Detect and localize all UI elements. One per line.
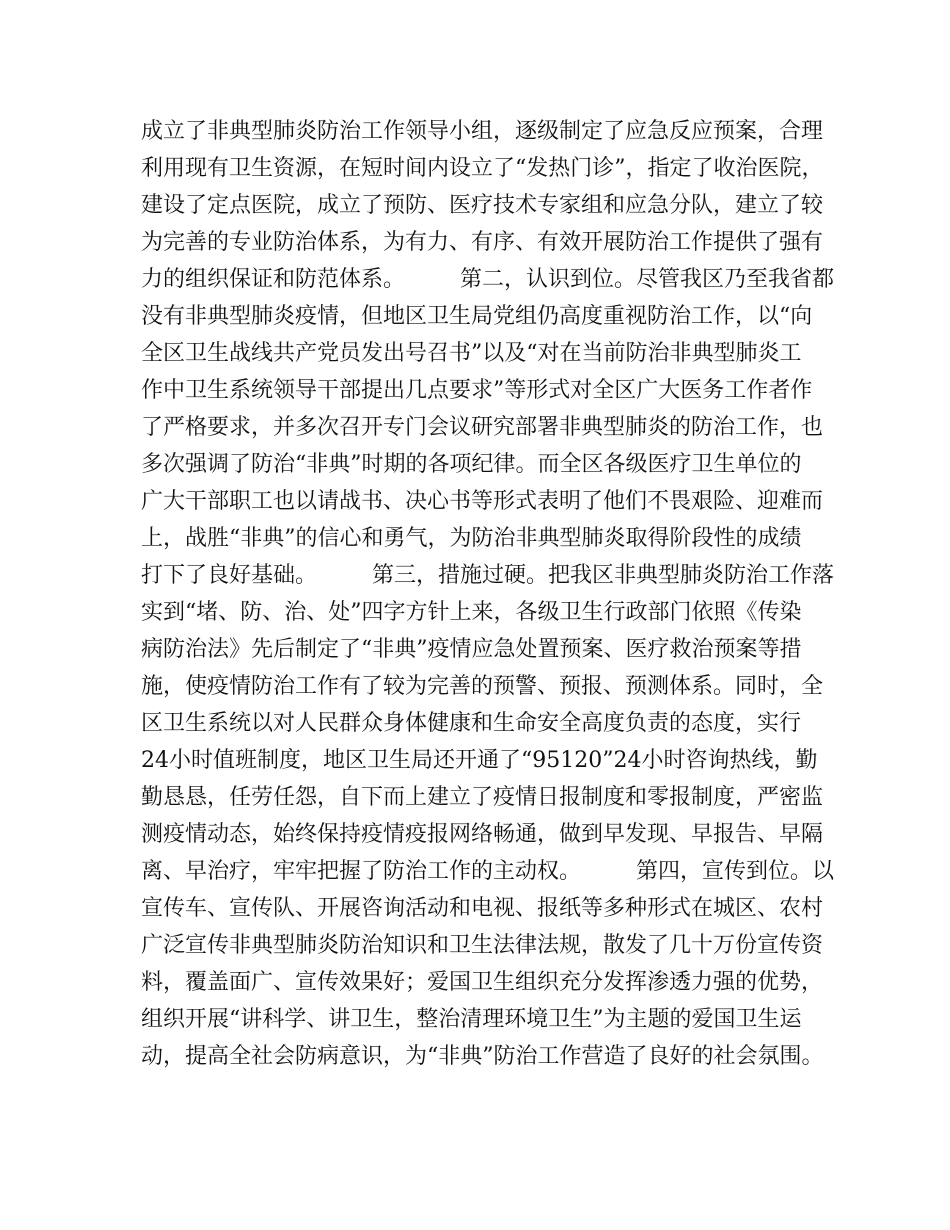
- text-line: 广大干部职工也以请战书、决心书等形式表明了他们不畏艰险、迎难而: [141, 489, 824, 514]
- text-line: 广泛宣传非典型肺炎防治知识和卫生法律法规，散发了几十万份宣传资: [141, 933, 824, 958]
- text-line: 利用现有卫生资源，在短时间内设立了“发热门诊”，指定了收治医院，: [141, 156, 824, 181]
- text-line: 施，使疫情防治工作有了较为完善的预警、预报、预测体系。同时，全: [141, 674, 824, 699]
- text-line: 了严格要求，并多次召开专门会议研究部署非典型肺炎的防治工作，也: [141, 415, 824, 440]
- text-line: 病防治法》先后制定了“非典”疫情应急处置预案、医疗救治预案等措: [141, 637, 802, 662]
- text-line: 全区卫生战线共产党员发出号召书”以及“对在当前防治非典型肺炎工: [141, 341, 802, 366]
- text-line: 勤恳恳，任劳任怨，自下而上建立了疫情日报制度和零报制度，严密监: [141, 785, 824, 810]
- text-line: 上，战胜“非典”的信心和勇气，为防治非典型肺炎取得阶段性的成绩: [141, 526, 802, 551]
- text-line: 力的组织保证和防范体系。 第二，认识到位。尽管我区乃至我省都: [141, 267, 835, 292]
- text-line: 区卫生系统以对人民群众身体健康和生命安全高度负责的态度，实行: [141, 711, 802, 736]
- body-text: [141, 113, 841, 1075]
- text-line: 组织开展“讲科学、讲卫生，整治清理环境卫生”为主题的爱国卫生运: [141, 1007, 802, 1032]
- text-line: 料，覆盖面广、宣传效果好；爱国卫生组织充分发挥渗透力强的优势，: [141, 970, 824, 995]
- text-line: 为完善的专业防治体系，为有力、有序、有效开展防治工作提供了强有: [141, 230, 824, 255]
- text-line: 离、早治疗，牢牢把握了防治工作的主动权。 第四，宣传到位。以: [141, 859, 835, 884]
- text-line: 打下了良好基础。 第三，措施过硬。把我区非典型肺炎防治工作落: [141, 563, 835, 588]
- text-line: 实到“堵、防、治、处”四字方针上来，各级卫生行政部门依照《传染: [141, 600, 802, 625]
- text-line: 作中卫生系统领导干部提出几点要求”等形式对全区广大医务工作者作: [141, 378, 813, 403]
- text-line: 多次强调了防治“非典”时期的各项纪律。而全区各级医疗卫生单位的: [141, 452, 802, 477]
- text-line: 宣传车、宣传队、开展咨询活动和电视、报纸等多种形式在城区、农村: [141, 896, 824, 921]
- text-line: 测疫情动态，始终保持疫情疫报网络畅通，做到早发现、早报告、早隔: [141, 822, 824, 847]
- text-line: 没有非典型肺炎疫情，但地区卫生局党组仍高度重视防治工作，以“向: [141, 304, 813, 329]
- text-line: 动，提高全社会防病意识，为“非典”防治工作营造了良好的社会氛围。: [141, 1044, 824, 1069]
- text-line: 成立了非典型肺炎防治工作领导小组，逐级制定了应急反应预案，合理: [141, 119, 824, 144]
- text-line: 24小时值班制度，地区卫生局还开通了“95120”24小时咨询热线，勤: [141, 748, 818, 773]
- text-line: 建设了定点医院，成立了预防、医疗技术专家组和应急分队，建立了较: [141, 193, 824, 218]
